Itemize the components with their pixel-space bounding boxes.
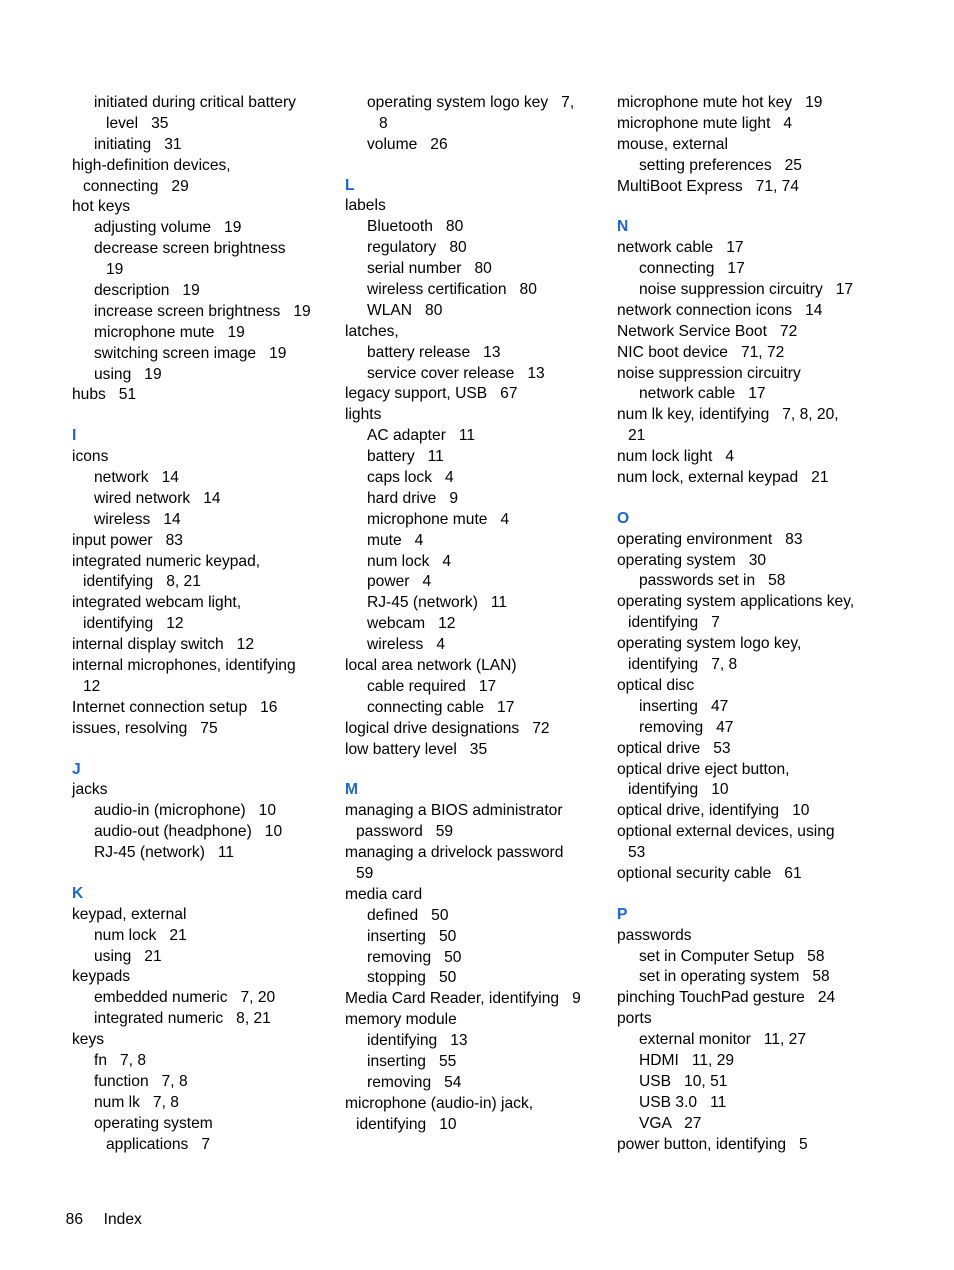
index-subentry: power 4 — [367, 573, 432, 591]
index-entry: operating system 30 — [617, 551, 767, 569]
page-number: 86 — [65, 1211, 84, 1228]
index-subentry: hard drive 9 — [367, 489, 459, 507]
index-subentry: initiated during critical battery — [94, 94, 296, 111]
index-entry: internal microphones, identifying — [72, 657, 296, 675]
index-subentry: connecting cable 17 — [367, 698, 515, 716]
index-subentry: noise suppression circuitry 17 — [639, 281, 854, 299]
index-entry: operating system applications key, — [617, 593, 855, 611]
index-entry: power button, identifying 5 — [617, 1135, 808, 1153]
index-entry: integrated numeric keypad, — [72, 552, 261, 570]
index-section-letter: I — [72, 427, 77, 445]
index-subentry: wireless 4 — [367, 636, 445, 654]
index-subentry: cable required 17 — [367, 677, 497, 695]
index-subentry: regulatory 80 — [367, 239, 467, 257]
index-entry: microphone mute hot key 19 — [617, 94, 823, 111]
index-entry: optional external devices, using — [617, 823, 835, 841]
index-entry: num lock light 4 — [617, 448, 735, 466]
index-entry: internal display switch 12 — [72, 636, 255, 654]
index-subentry: inserting 55 — [367, 1052, 457, 1070]
index-entry: lights — [345, 406, 382, 424]
index-subentry: set in Computer Setup 58 — [639, 947, 825, 965]
index-entry: memory module — [345, 1011, 457, 1029]
index-entry: identifying 12 — [83, 615, 184, 633]
index-subentry: removing 47 — [639, 718, 734, 736]
index-subentry: operating system — [94, 1114, 213, 1132]
index-subentry: removing 50 — [367, 948, 462, 966]
index-entry: optional security cable 61 — [617, 864, 802, 882]
index-subentry: USB 10, 51 — [639, 1072, 728, 1090]
index-entry: Network Service Boot 72 — [617, 322, 798, 340]
index-subentry: webcam 12 — [367, 615, 456, 633]
index-entry: optical drive, identifying 10 — [617, 802, 810, 820]
index-entry: pinching TouchPad gesture 24 — [617, 989, 836, 1007]
index-subentry: audio-out (headphone) 10 — [94, 823, 283, 841]
index-entry: identifying 7, 8 — [628, 656, 738, 674]
index-entry: optical disc — [617, 676, 695, 694]
index-subentry: battery release 13 — [367, 343, 501, 361]
index-entry: noise suppression circuitry — [617, 364, 801, 382]
index-entry: labels — [345, 197, 386, 215]
index-entry: identifying 10 — [356, 1115, 457, 1133]
index-subentry: setting preferences 25 — [639, 156, 802, 174]
index-subentry: USB 3.0 11 — [639, 1093, 727, 1111]
index-subentry: mute 4 — [367, 531, 424, 549]
index-entry: microphone (audio-in) jack, — [345, 1094, 534, 1112]
index-entry: passwords — [617, 926, 692, 944]
index-subentry: wireless certification 80 — [367, 281, 537, 299]
index-subentry: wired network 14 — [94, 489, 221, 507]
index-subentry: network cable 17 — [639, 385, 766, 403]
index-subentry: HDMI 11, 29 — [639, 1051, 735, 1069]
index-entry: optical drive eject button, — [617, 760, 790, 778]
index-entry: num lk key, identifying 7, 8, 20, — [617, 406, 839, 424]
index-subentry: Bluetooth 80 — [367, 218, 464, 236]
index-entry: low battery level 35 — [345, 740, 488, 758]
index-subentry: AC adapter 11 — [367, 427, 476, 445]
index-subentry: removing 54 — [367, 1073, 462, 1091]
index-subentry: caps lock 4 — [367, 469, 454, 487]
index-subentry: 19 — [106, 261, 124, 279]
index-entry: MultiBoot Express 71, 74 — [617, 177, 800, 195]
index-subentry: decrease screen brightness — [94, 240, 286, 258]
index-subentry: network 14 — [94, 469, 179, 487]
index-subentry: external monitor 11, 27 — [639, 1031, 807, 1049]
index-section-letter: P — [617, 905, 628, 923]
index-subentry: num lock 4 — [367, 552, 452, 570]
index-entry: keypads — [72, 968, 131, 986]
index-subentry: service cover release 13 — [367, 364, 545, 382]
index-entry: high-definition devices, — [72, 156, 231, 174]
index-entry: operating environment 83 — [617, 530, 803, 548]
index-subentry: VGA 27 — [639, 1114, 702, 1132]
index-subentry: increase screen brightness 19 — [94, 302, 311, 320]
index-entry: hubs 51 — [72, 386, 137, 404]
index-subentry: set in operating system 58 — [639, 968, 830, 986]
index-entry: integrated webcam light, — [72, 594, 242, 612]
index-entry: 53 — [628, 844, 646, 862]
index-subentry: 8 — [379, 114, 388, 132]
index-subentry: WLAN 80 — [367, 301, 443, 319]
index-entry: local area network (LAN) — [345, 657, 517, 675]
section-title: Index — [103, 1211, 142, 1228]
index-entry: NIC boot device 71, 72 — [617, 343, 785, 361]
index-entry: microphone mute light 4 — [617, 114, 793, 132]
index-entry: latches, — [345, 322, 399, 340]
index-entry: legacy support, USB 67 — [345, 385, 518, 403]
index-entry: 12 — [83, 677, 101, 695]
index-entry: issues, resolving 75 — [72, 719, 218, 737]
index-entry: jacks — [72, 781, 108, 799]
index-entry: hot keys — [72, 198, 131, 216]
index-column-2 — [345, 93, 607, 1136]
index-entry: password 59 — [356, 823, 454, 841]
index-entry: input power 83 — [72, 531, 183, 549]
index-entry: num lock, external keypad 21 — [617, 469, 829, 487]
index-subentry: adjusting volume 19 — [94, 219, 242, 237]
index-subentry: microphone mute 19 — [94, 323, 245, 341]
index-section-letter: M — [345, 781, 358, 799]
index-subentry: level 35 — [106, 114, 169, 132]
index-subentry: identifying 13 — [367, 1032, 468, 1050]
index-column-1 — [72, 93, 334, 1155]
index-subentry: RJ-45 (network) 11 — [94, 844, 235, 862]
index-subentry: RJ-45 (network) 11 — [367, 594, 508, 612]
index-subentry: operating system logo key 7, — [367, 94, 575, 111]
index-entry: connecting 29 — [83, 177, 189, 195]
index-subentry: using 19 — [94, 365, 162, 383]
index-subentry: using 21 — [94, 947, 162, 965]
index-subentry: audio-in (microphone) 10 — [94, 802, 277, 820]
index-column-3 — [617, 93, 879, 1155]
index-entry: identifying 7 — [628, 614, 720, 632]
index-entry: media card — [345, 885, 423, 903]
index-entry: operating system logo key, — [617, 635, 802, 653]
index-entry: logical drive designations 72 — [345, 719, 550, 737]
index-entry: 59 — [356, 864, 374, 882]
index-subentry: passwords set in 58 — [639, 572, 786, 590]
index-subentry: fn 7, 8 — [94, 1051, 147, 1069]
index-subentry: inserting 50 — [367, 927, 457, 945]
index-subentry: applications 7 — [106, 1135, 211, 1153]
index-section-letter: L — [345, 176, 355, 194]
index-section-letter: N — [617, 218, 629, 236]
index-section-letter: O — [617, 509, 630, 527]
index-subentry: embedded numeric 7, 20 — [94, 989, 276, 1007]
index-entry: 21 — [628, 427, 646, 445]
index-subentry: description 19 — [94, 282, 200, 300]
index-entry: managing a drivelock password — [345, 844, 564, 862]
index-subentry: function 7, 8 — [94, 1072, 188, 1090]
index-section-letter: K — [72, 884, 84, 902]
index-subentry: connecting 17 — [639, 260, 745, 278]
index-subentry: battery 11 — [367, 448, 444, 466]
index-entry: identifying 10 — [628, 781, 729, 799]
index-entry: keypad, external — [72, 905, 187, 923]
index-subentry: initiating 31 — [94, 135, 182, 153]
index-subentry: num lk 7, 8 — [94, 1093, 179, 1111]
index-subentry: microphone mute 4 — [367, 510, 510, 528]
index-subentry: defined 50 — [367, 906, 449, 924]
index-section-letter: J — [72, 760, 81, 778]
index-entry: icons — [72, 448, 109, 466]
index-subentry: switching screen image 19 — [94, 344, 287, 362]
index-entry: Media Card Reader, identifying 9 — [345, 990, 581, 1008]
index-entry: network cable 17 — [617, 239, 744, 257]
index-subentry: serial number 80 — [367, 260, 492, 278]
index-entry: ports — [617, 1010, 652, 1028]
index-subentry: inserting 47 — [639, 697, 729, 715]
index-subentry: stopping 50 — [367, 969, 457, 987]
index-entry: keys — [72, 1031, 105, 1049]
index-subentry: volume 26 — [367, 135, 448, 153]
index-entry: managing a BIOS administrator — [345, 802, 563, 820]
index-entry: identifying 8, 21 — [83, 573, 201, 591]
index-entry: network connection icons 14 — [617, 301, 823, 319]
index-subentry: wireless 14 — [94, 510, 181, 528]
page-footer — [57, 1190, 142, 1230]
index-subentry: num lock 21 — [94, 926, 187, 944]
index-entry: optical drive 53 — [617, 739, 731, 757]
index-entry: Internet connection setup 16 — [72, 698, 278, 716]
index-subentry: integrated numeric 8, 21 — [94, 1010, 271, 1028]
index-entry: mouse, external — [617, 135, 728, 153]
